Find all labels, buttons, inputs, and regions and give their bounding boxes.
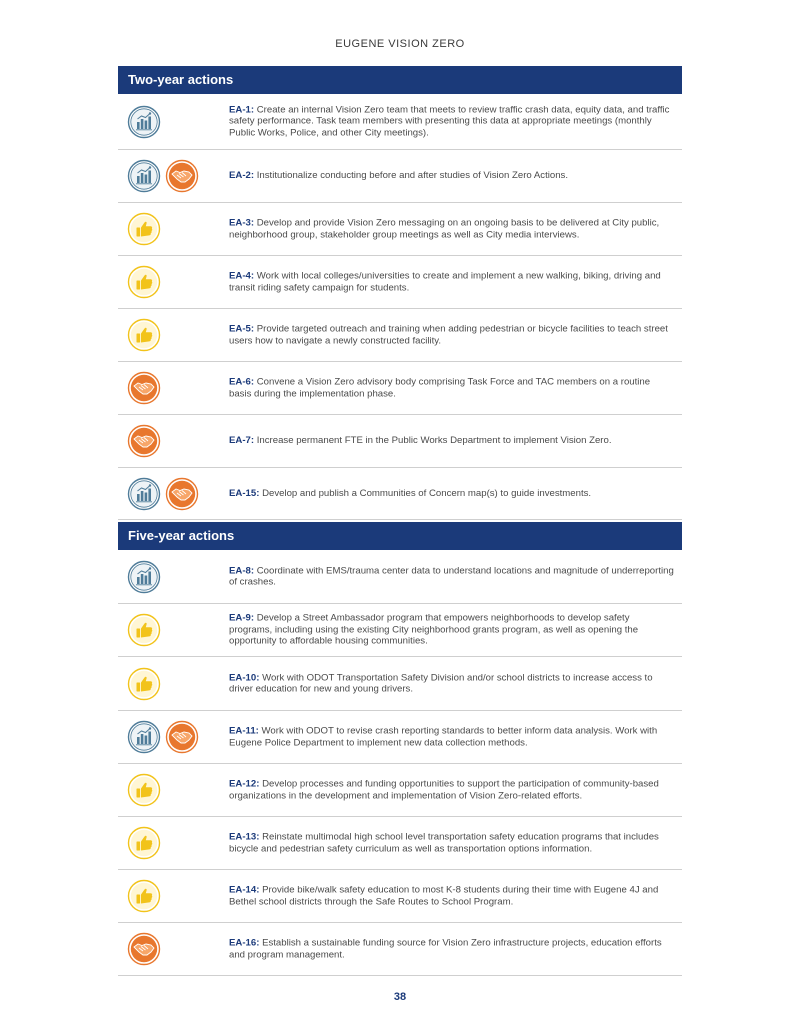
action-icons <box>127 613 161 647</box>
action-text <box>229 937 674 960</box>
action-icons <box>127 212 161 246</box>
running-head: EUGENE VISION ZERO <box>335 38 465 50</box>
action-text <box>229 725 674 748</box>
data-chart-icon <box>127 159 161 193</box>
page-number: 38 <box>393 991 407 1003</box>
thumbs-up-icon <box>127 826 161 860</box>
data-chart-icon <box>127 477 161 511</box>
action-code: EA-9: <box>229 612 255 624</box>
action-icons <box>127 371 161 405</box>
action-icons <box>127 105 161 139</box>
action-description: Reinstate multimodal high school level transportation safety education programs that includes bicycle and pedestrian safety curriculum as well as transportation options information. <box>229 831 659 854</box>
action-text <box>229 613 674 648</box>
handshake-icon <box>127 424 161 458</box>
action-row <box>118 604 682 657</box>
action-text <box>229 672 674 695</box>
action-text <box>229 170 674 182</box>
action-code: EA-2: <box>229 170 255 182</box>
action-row <box>118 309 682 362</box>
handshake-icon <box>127 371 161 405</box>
thumbs-up-icon <box>127 212 161 246</box>
action-text <box>229 435 674 447</box>
action-row <box>118 150 682 203</box>
action-code: EA-1: <box>229 104 255 116</box>
action-row <box>118 657 682 711</box>
action-icons <box>127 560 161 594</box>
action-text <box>229 488 674 500</box>
data-chart-icon <box>127 560 161 594</box>
thumbs-up-icon <box>127 879 161 913</box>
action-icons <box>127 932 161 966</box>
action-description: Coordinate with EMS/trauma center data to understand locations and magnitude of underreporting of crashes. <box>229 564 674 588</box>
action-description: Create an internal Vision Zero team that meets to review traffic crash data, equity data, and traffic safety performance. Task team members with presenting this data at appropriate meetings (monthly Public Works, Police, and other City meetings). <box>229 104 670 139</box>
action-code: EA-8: <box>229 564 255 576</box>
action-code: EA-15: <box>229 487 260 499</box>
action-row <box>118 711 682 764</box>
action-row <box>118 550 682 604</box>
thumbs-up-icon <box>127 265 161 299</box>
action-row <box>118 362 682 415</box>
action-text <box>229 104 674 139</box>
action-icons <box>127 826 161 860</box>
thumbs-up-icon <box>127 613 161 647</box>
action-row <box>118 415 682 468</box>
action-code: EA-4: <box>229 270 255 282</box>
action-description: Establish a sustainable funding source for Vision Zero infrastructure projects, education efforts and program management. <box>229 937 662 960</box>
action-description: Provide bike/walk safety education to most K-8 students during their time with Eugene 4J and Bethel school districts through the Safe Routes to School Program. <box>229 884 659 907</box>
section-header-two-year: Two-year actions <box>118 66 682 94</box>
action-icons <box>127 424 161 458</box>
action-description: Increase permanent FTE in the Public Works Department to implement Vision Zero. <box>256 435 612 447</box>
action-code: EA-7: <box>229 435 255 447</box>
handshake-icon <box>165 477 199 511</box>
action-row <box>118 468 682 520</box>
data-chart-icon <box>127 720 161 754</box>
handshake-icon <box>127 932 161 966</box>
action-description: Convene a Vision Zero advisory body comprising Task Force and TAC members on a routine basis during the implementation phase. <box>229 376 651 399</box>
action-row <box>118 94 682 150</box>
thumbs-up-icon <box>127 773 161 807</box>
action-code: EA-10: <box>229 671 260 683</box>
action-code: EA-3: <box>229 217 255 229</box>
action-text <box>229 778 674 801</box>
action-text <box>229 565 674 588</box>
action-icons <box>127 773 161 807</box>
action-icons <box>127 265 161 299</box>
action-code: EA-5: <box>229 323 255 335</box>
thumbs-up-icon <box>127 667 161 701</box>
action-row <box>118 870 682 923</box>
action-icons <box>127 667 161 701</box>
action-text <box>229 884 674 907</box>
action-row <box>118 817 682 870</box>
action-row <box>118 203 682 256</box>
action-icons <box>127 477 199 511</box>
action-text <box>229 376 674 399</box>
action-description: Work with ODOT Transportation Safety Division and/or school districts to increase access to driver education for new and young drivers. <box>229 671 653 695</box>
action-code: EA-12: <box>229 778 260 790</box>
action-code: EA-14: <box>229 884 260 896</box>
action-text <box>229 831 674 854</box>
action-description: Develop and publish a Communities of Concern map(s) to guide investments. <box>262 487 592 499</box>
data-chart-icon <box>127 105 161 139</box>
action-description: Provide targeted outreach and training when adding pedestrian or bicycle facilities to teach street users how to navigate a newly constructed facility. <box>229 323 668 346</box>
action-code: EA-16: <box>229 937 260 949</box>
action-text <box>229 270 674 293</box>
action-code: EA-13: <box>229 831 260 843</box>
handshake-icon <box>165 159 199 193</box>
five-year-actions-list <box>118 550 682 976</box>
two-year-actions-list <box>118 94 682 520</box>
action-code: EA-11: <box>229 725 259 737</box>
action-icons <box>127 159 199 193</box>
action-description: Develop and provide Vision Zero messaging on an ongoing basis to be delivered at City public, neighborhood group, stakeholder group meetings as well as City media interviews. <box>229 217 660 240</box>
action-description: Develop a Street Ambassador program that empowers neighborhoods to develop safety programs, including using the existing City neighborhood grants program, as well as opening the opportunity to affordable housing communities. <box>229 612 639 647</box>
action-icons <box>127 720 199 754</box>
action-row <box>118 764 682 817</box>
action-text <box>229 323 674 346</box>
action-row <box>118 256 682 309</box>
action-row <box>118 923 682 976</box>
action-icons <box>127 318 161 352</box>
action-description: Work with ODOT to revise crash reporting standards to better inform data analysis. Work with Eugene Police Department to implement new data collection methods. <box>229 725 658 748</box>
section-header-five-year: Five-year actions <box>118 522 682 550</box>
action-code: EA-6: <box>229 376 255 388</box>
action-icons <box>127 879 161 913</box>
handshake-icon <box>165 720 199 754</box>
action-description: Work with local colleges/universities to create and implement a new walking, biking, driving and transit riding safety campaign for students. <box>229 270 661 293</box>
action-description: Institutionalize conducting before and after studies of Vision Zero Actions. <box>256 170 569 182</box>
action-description: Develop processes and funding opportunities to support the participation of community-based organizations in the development and implementation of Vision Zero-related efforts. <box>229 778 659 801</box>
thumbs-up-icon <box>127 318 161 352</box>
action-text <box>229 217 674 240</box>
